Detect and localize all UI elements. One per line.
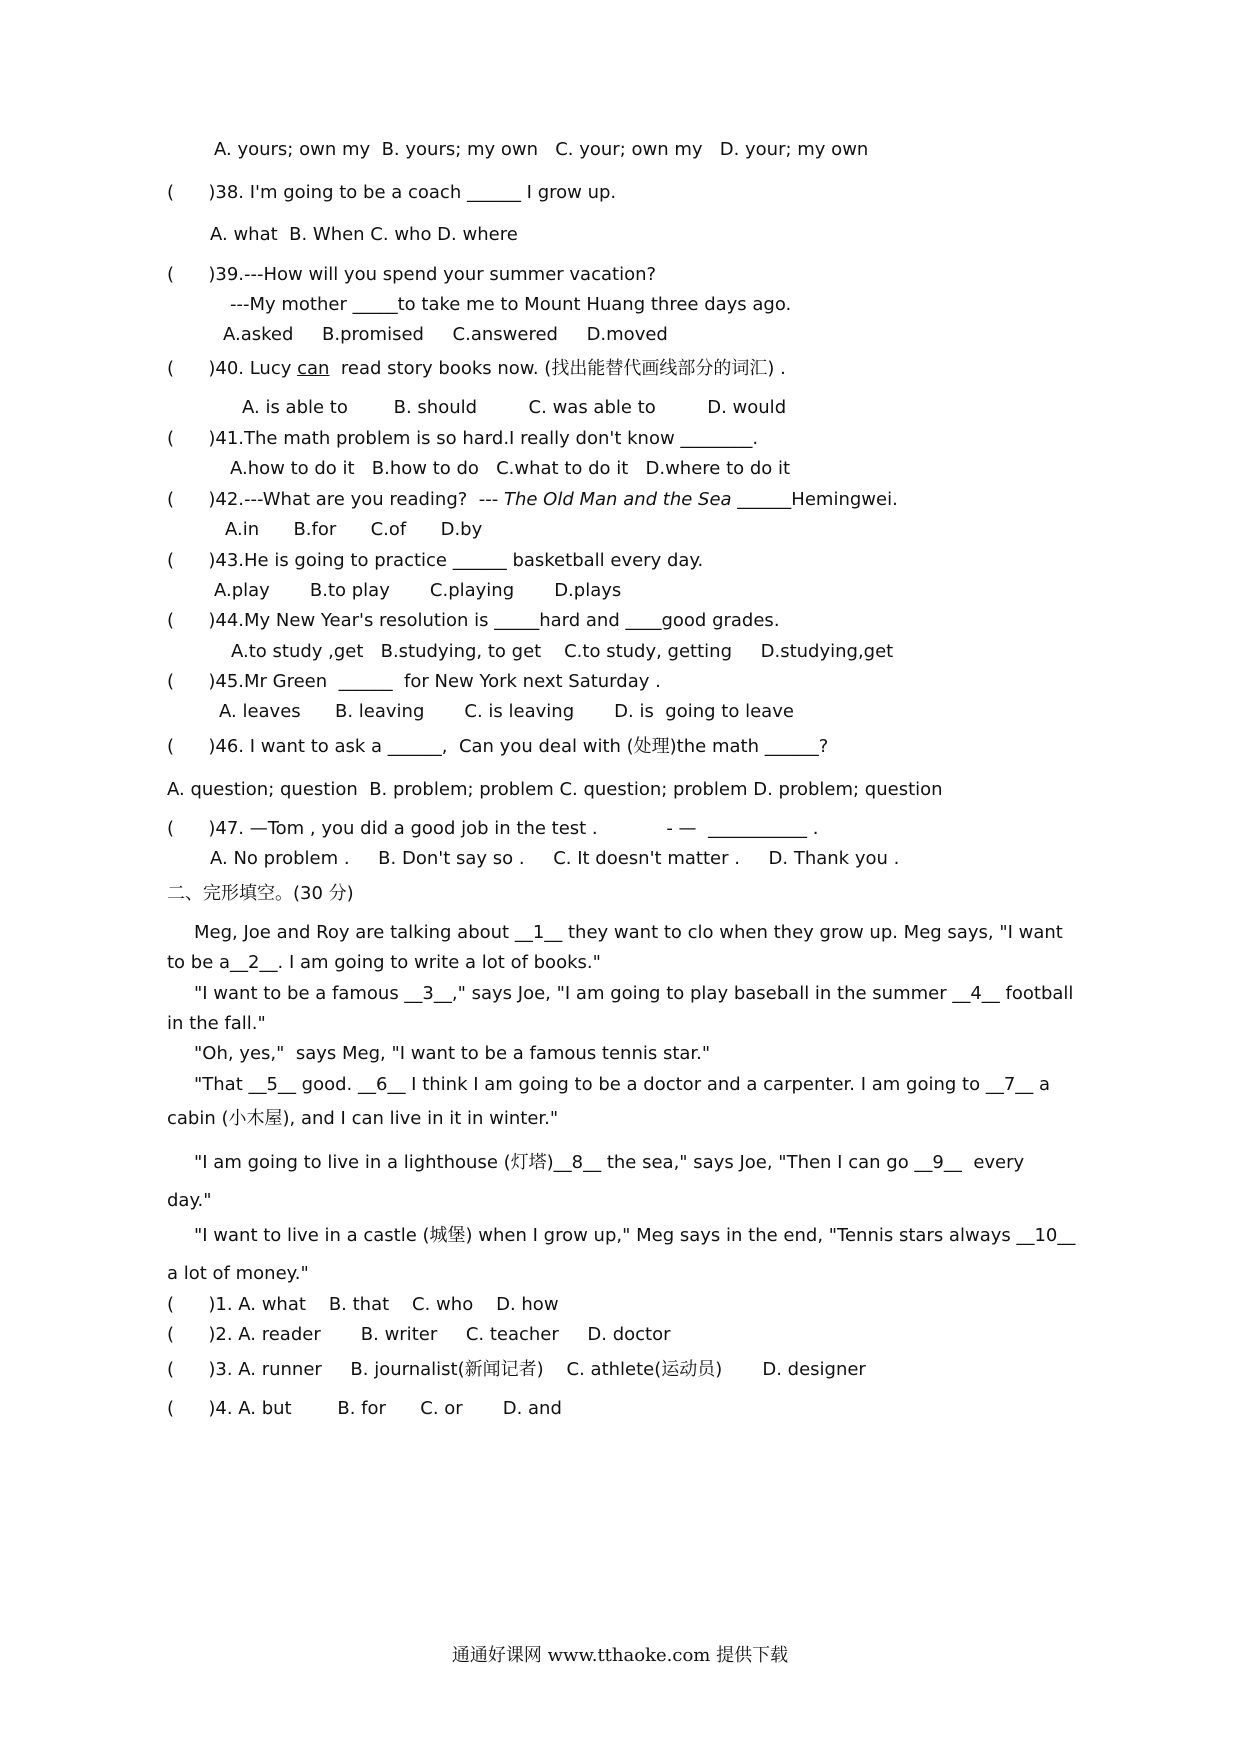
passage-line: day." bbox=[167, 1190, 212, 1211]
q40-underlined-word: can bbox=[297, 358, 330, 379]
q43-stem: ( )43.He is going to practice ______ basketball every day. bbox=[167, 550, 704, 571]
q40-stem bbox=[167, 357, 786, 381]
q42-stem-end: ______Hemingwei. bbox=[731, 489, 898, 510]
cloze-q3: ( )3. A. runner B. journalist(新闻记者) C. athlete(运动员) D. designer bbox=[167, 1359, 866, 1380]
q42-stem bbox=[167, 488, 898, 512]
passage-line: a lot of money." bbox=[167, 1263, 309, 1284]
q43-options: A.play B.to play C.playing D.plays bbox=[214, 580, 622, 601]
page-footer: 通通好课网 www.tthaoke.com 提供下载 bbox=[451, 1645, 789, 1666]
q44-options: A.to study ,get B.studying, to get C.to study, getting D.studying,get bbox=[231, 641, 894, 662]
passage-line: Meg, Joe and Roy are talking about __1__ they want to clo when they grow up. Meg says, "I want bbox=[194, 922, 1063, 943]
cloze-q2: ( )2. A. reader B. writer C. teacher D. doctor bbox=[167, 1324, 671, 1345]
q45-stem: ( )45.Mr Green ______ for New York next Saturday . bbox=[167, 671, 661, 692]
q40-stem-end: read story books now. (找出能替代画线部分的词汇) . bbox=[329, 358, 786, 379]
q40-options: A. is able to B. should C. was able to D. would bbox=[242, 397, 787, 418]
passage-line: in the fall." bbox=[167, 1013, 266, 1034]
passage-line: "That __5__ good. __6__ I think I am going to be a doctor and a carpenter. I am going to __7__ a bbox=[194, 1074, 1051, 1095]
q39-stem: ( )39.---How will you spend your summer vacation? bbox=[167, 264, 657, 285]
q47-stem: ( )47. —Tom , you did a good job in the test . - — ___________ . bbox=[167, 818, 819, 839]
passage-line: to be a__2__. I am going to write a lot of books." bbox=[167, 952, 601, 973]
passage-line: "Oh, yes," says Meg, "I want to be a famous tennis star." bbox=[194, 1043, 711, 1064]
q37-options: A. yours; own my B. yours; my own C. your; own my D. your; my own bbox=[214, 139, 869, 160]
q41-options: A.how to do it B.how to do C.what to do it D.where to do it bbox=[230, 458, 791, 479]
q39-reply: ---My mother _____to take me to Mount Huang three days ago. bbox=[230, 294, 792, 315]
q45-options: A. leaves B. leaving C. is leaving D. is going to leave bbox=[219, 701, 794, 722]
q42-book-title: The Old Man and the Sea bbox=[503, 489, 732, 510]
q38-stem: ( )38. I'm going to be a coach ______ I grow up. bbox=[167, 182, 617, 203]
passage-line: cabin (小木屋), and I can live in it in winter." bbox=[167, 1108, 559, 1129]
q42-stem-start: ( )42.---What are you reading? --- bbox=[167, 489, 504, 510]
section-heading-cloze: 二、完形填空。(30 分) bbox=[167, 883, 354, 904]
q39-options: A.asked B.promised C.answered D.moved bbox=[223, 324, 668, 345]
passage-line: "I am going to live in a lighthouse (灯塔)__8__ the sea," says Joe, "Then I can go __9__ every bbox=[194, 1152, 1025, 1173]
passage-line: "I want to live in a castle (城堡) when I grow up," Meg says in the end, "Tennis stars always __10__ bbox=[194, 1225, 1076, 1246]
q46-options: A. question; question B. problem; problem C. question; problem D. problem; question bbox=[167, 779, 943, 800]
q42-options: A.in B.for C.of D.by bbox=[225, 519, 483, 540]
q41-stem: ( )41.The math problem is so hard.I really don't know ________. bbox=[167, 428, 759, 449]
passage-line: "I want to be a famous __3__," says Joe, "I am going to play baseball in the summer __4__ football bbox=[194, 983, 1074, 1004]
cloze-q1: ( )1. A. what B. that C. who D. how bbox=[167, 1294, 559, 1315]
q40-stem-start: ( )40. Lucy bbox=[167, 358, 298, 379]
q44-stem: ( )44.My New Year's resolution is _____hard and ____good grades. bbox=[167, 610, 780, 631]
q47-options: A. No problem . B. Don't say so . C. It doesn't matter . D. Thank you . bbox=[210, 848, 900, 869]
cloze-q4: ( )4. A. but B. for C. or D. and bbox=[167, 1398, 562, 1419]
q46-stem: ( )46. I want to ask a ______, Can you deal with (处理)the math ______? bbox=[167, 736, 829, 757]
q38-options: A. what B. When C. who D. where bbox=[210, 224, 518, 245]
